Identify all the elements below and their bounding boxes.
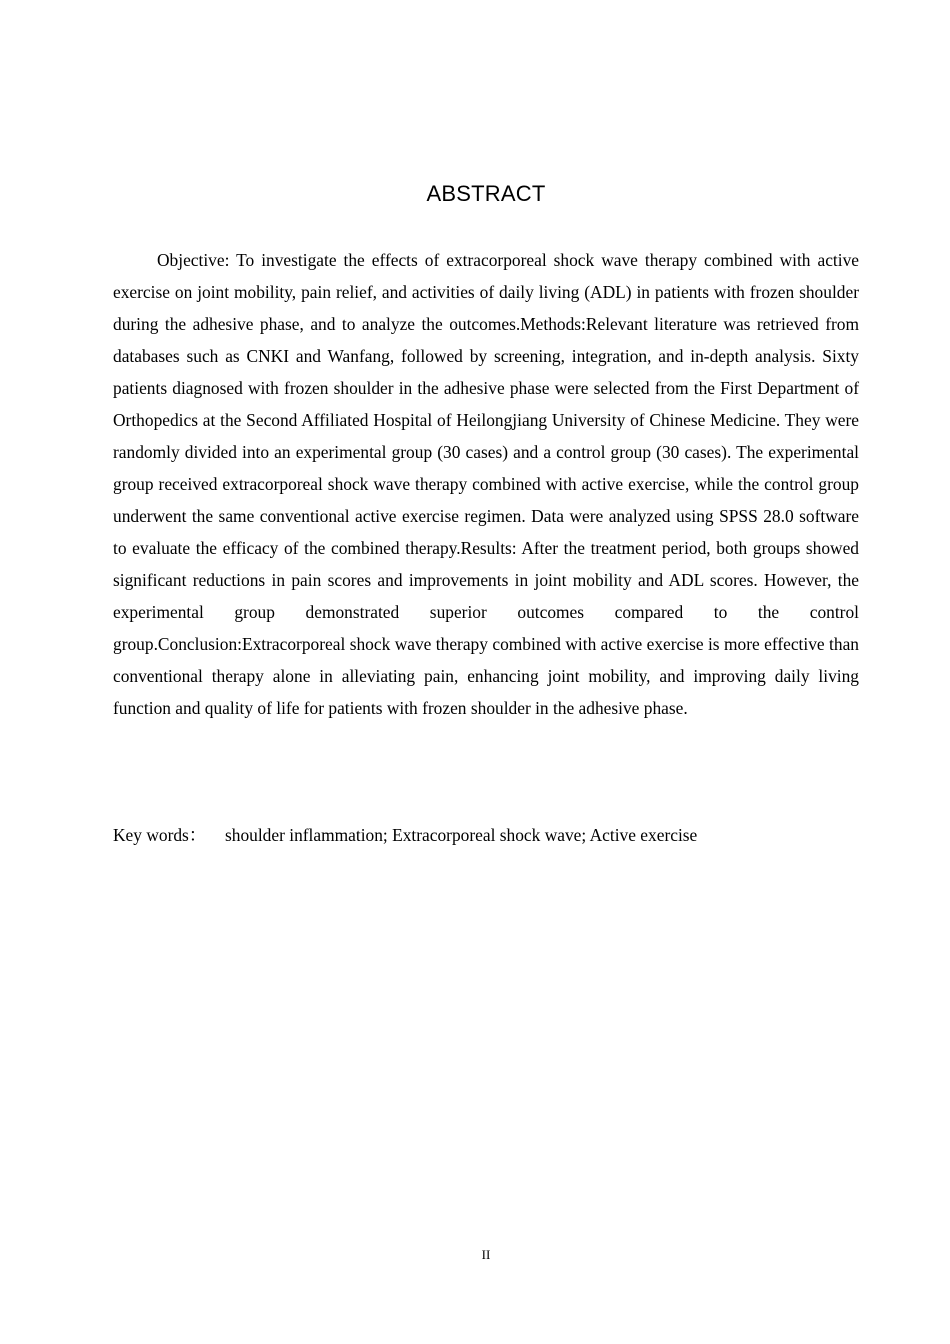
keywords-text: shoulder inflammation; Extracorporeal shock wave; Active exercise (225, 825, 698, 845)
abstract-body: Objective: To investigate the effects of extracorporeal shock wave therapy combined with active exercise on joint mobility, pain relief, and activities of daily living (ADL) in patients with frozen shoulder during the adhesive phase, and to analyze the outcomes.Methods:Relevant literature was retrieved from databases such as CNKI and Wanfang, followed by screening, integration, and in-depth analysis. Sixty patients diagnosed with frozen shoulder in the adhesive phase were selected from the First Department of Orthopedics at the Second Affiliated Hospital of Heilongjiang University of Chinese Medicine. They were randomly divided into an experimental group (30 cases) and a control group (30 cases). The experimental group received extracorporeal shock wave therapy combined with active exercise, while the control group underwent the same conventional active exercise regimen. Data were analyzed using SPSS 28.0 software to evaluate the efficacy of the combined therapy.Results: After the treatment period, both groups showed significant reductions in pain scores and improvements in joint mobility and ADL scores. However, the experimental group demonstrated superior outcomes compared to the control group.Conclusion:Extracorporeal shock wave therapy combined with active exercise is more effective than conventional therapy alone in alleviating pain, enhancing joint mobility, and improving daily living function and quality of life for patients with frozen shoulder in the adhesive phase. (113, 250, 859, 718)
page-number: II (481, 1247, 491, 1262)
keywords-line (113, 819, 859, 851)
abstract-title: ABSTRACT (426, 181, 546, 206)
keywords-label: Key words： (113, 825, 207, 845)
